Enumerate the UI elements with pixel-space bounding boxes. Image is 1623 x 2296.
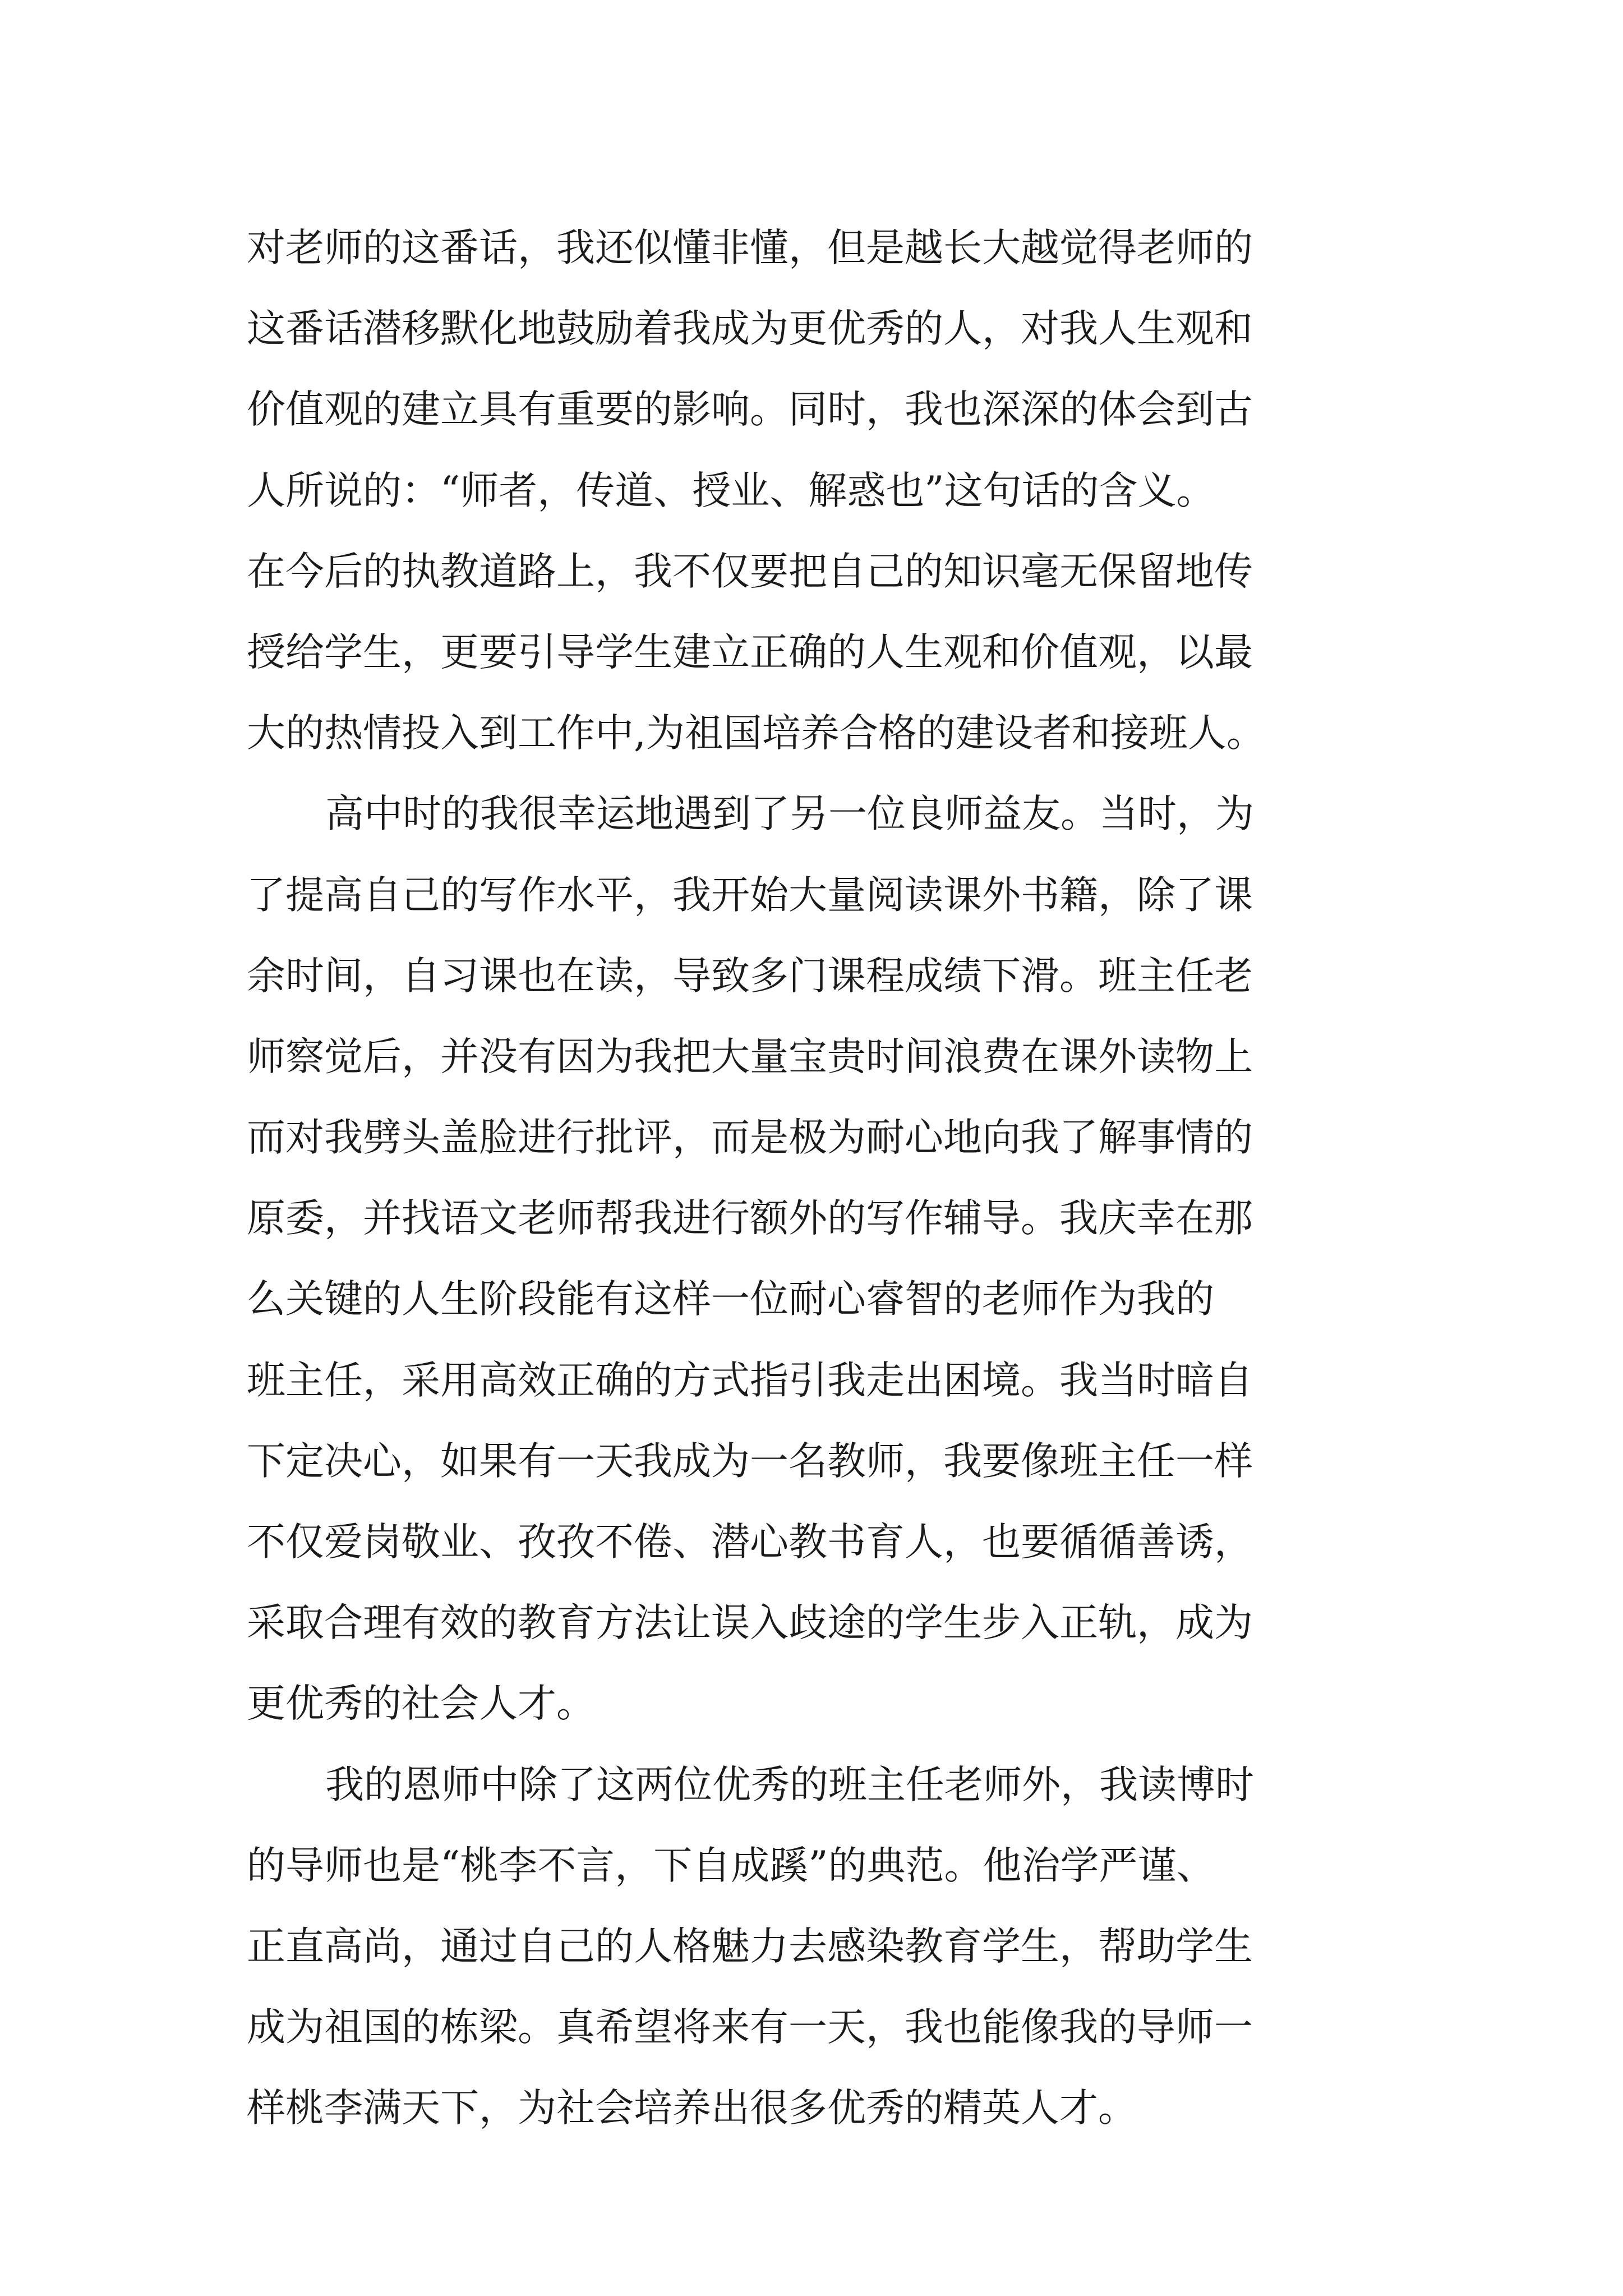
text-line: 班主任，采用高效正确的方式指引我走出困境。我当时暗自: [247, 1358, 1253, 1403]
text-line: 师察觉后，并没有因为我把大量宝贵时间浪费在课外读物上: [247, 1034, 1253, 1079]
text-line: 人所说的：“师者，传道、授业、解惑也”这句话的含义。: [247, 468, 1215, 513]
text-line: 价值观的建立具有重要的影响。同时，我也深深的体会到古: [247, 387, 1253, 432]
text-line: 采取合理有效的教育方法让误入歧途的学生步入正轨，成为: [247, 1600, 1253, 1646]
text-line: 而对我劈头盖脸进行批评，而是极为耐心地向我了解事情的: [247, 1115, 1253, 1161]
text-line: 不仅爱岗敬业、孜孜不倦、潜心教书育人，也要循循善诱，: [247, 1520, 1253, 1565]
text-line: 的导师也是“桃李不言，下自成蹊”的典范。他治学严谨、: [247, 1843, 1215, 1888]
text-line: 对老师的这番话，我还似懂非懂，但是越长大越觉得老师的: [247, 226, 1253, 270]
paragraph-1: [247, 208, 1380, 774]
text-line: 这番话潜移默化地鼓励着我成为更优秀的人，对我人生观和: [247, 306, 1253, 352]
text-line: 高中时的我很幸运地遇到了另一位良师益友。当时，为: [325, 792, 1254, 837]
paragraph-3: [247, 1745, 1380, 2149]
text-line: 成为祖国的栋梁。真希望将来有一天，我也能像我的导师一: [247, 2005, 1253, 2050]
text-line: 大的热情投入到工作中,为祖国培养合格的建设者和接班人。: [247, 711, 1265, 756]
text-line: 么关键的人生阶段能有这样一位耐心睿智的老师作为我的: [247, 1277, 1214, 1322]
text-line: 原委，并找语文老师帮我进行额外的写作辅导。我庆幸在那: [247, 1196, 1253, 1241]
text-line: 下定决心，如果有一天我成为一名教师，我要像班主任一样: [247, 1438, 1253, 1484]
text-line: 在今后的执教道路上，我不仅要把自己的知识毫无保留地传: [247, 549, 1253, 594]
paragraph-2: [247, 774, 1380, 1744]
text-line: 余时间，自习课也在读，导致多门课程成绩下滑。班主任老: [247, 953, 1253, 999]
text-line: 授给学生，更要引导学生建立正确的人生观和价值观，以最: [247, 629, 1253, 675]
document-body: [247, 208, 1380, 2149]
text-line: 正直高尚，通过自己的人格魅力去感染教育学生，帮助学生: [247, 1924, 1253, 1969]
text-line: 更优秀的社会人才。: [247, 1681, 595, 1727]
text-line: 了提高自己的写作水平，我开始大量阅读课外书籍，除了课: [247, 872, 1253, 918]
text-line: 样桃李满天下，为社会培养出很多优秀的精英人才。: [247, 2086, 1137, 2131]
text-line: 我的恩师中除了这两位优秀的班主任老师外，我读博时: [325, 1762, 1254, 1807]
